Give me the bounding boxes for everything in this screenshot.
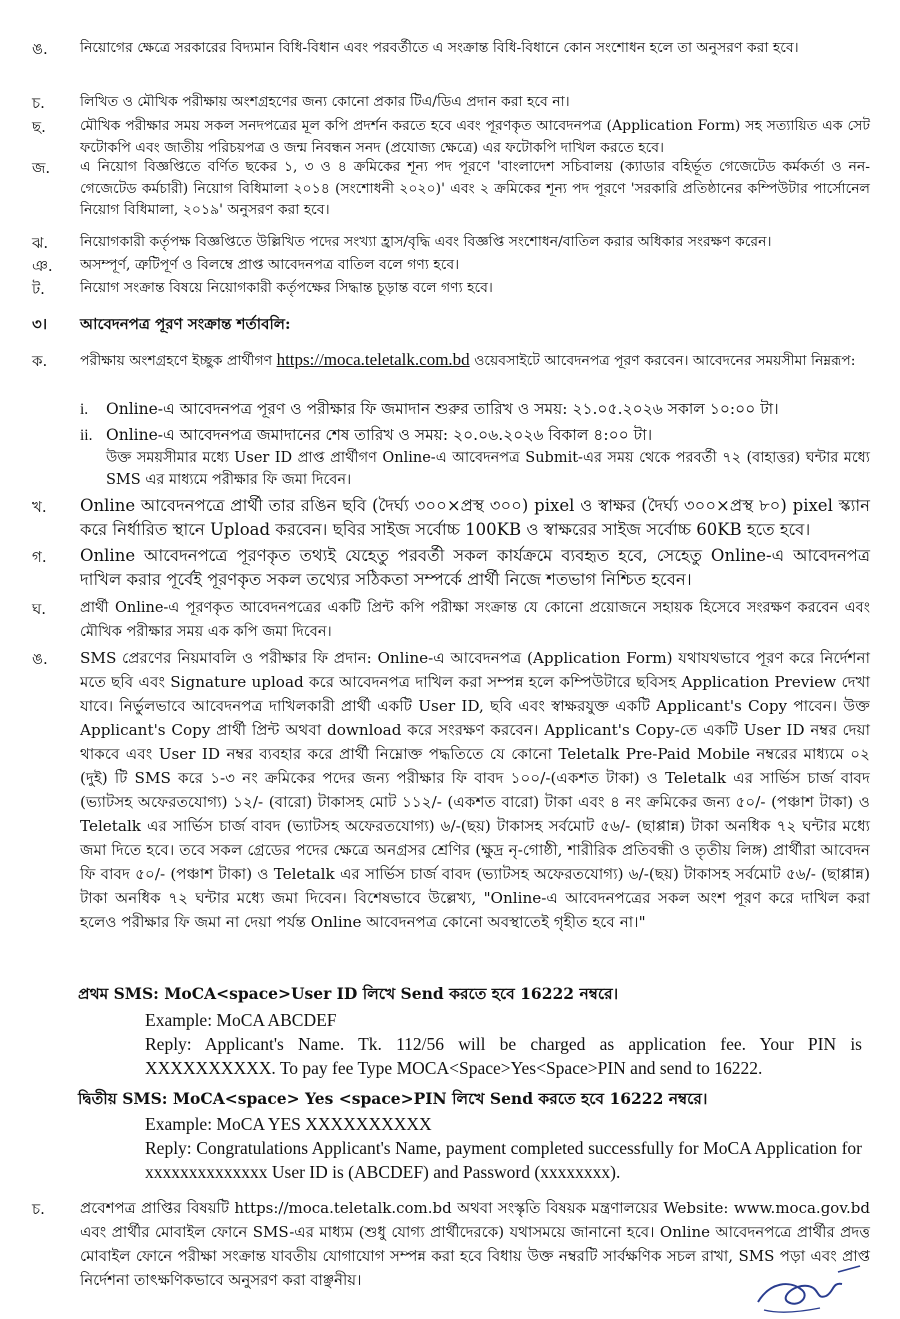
sms1-heading: প্রথম SMS: MoCA<space>User ID লিখে Send করতে হবে 16222 নম্বরে। [78,984,619,1003]
admit-card-text: প্রবেশপত্র প্রাপ্তির বিষয়টি https://moca.teletalk.com.bd অথবা সংস্কৃতি বিষয়ক মন্ত্রণালয়ের Website: www.moca.gov.bd এবং প্রার্থীর মোবাইল ফোনে SMS-এর মাধ্যম (শুধু যোগ্য প্রার্থীদেরকে) যথাসময়ে জানানো হবে। Online আবেদনপত্রে প্রার্থীর প্রদত্ত মোবাইল ফোনে পরীক্ষা সংক্রান্ত যাবতীয় যোগাযোগ সম্পন্ন করা হবে বিধায় উক্ত নম্বরটি সার্বক্ষণিক সচল রাখা, SMS পড়া এবং প্রাপ্ত নির্দেশনা তাৎক্ষণিকভাবে অনুসরণ করা বাঞ্ছনীয়। [80,1199,870,1289]
section-number: ৩। [32,315,48,333]
ka-text-after: ওয়েবসাইটে আবেদনপত্র পূরণ করবেন। আবেদনের সময়সীমা নিম্নরূপ: [469,353,856,369]
sms1-example: Example: MoCA ABCDEF [145,1010,337,1030]
item-text: লিখিত ও মৌখিক পরীক্ষায় অংশগ্রহণের জন্য কোনো প্রকার টিএ/ডিএ প্রদান করা হবে না। [80,94,570,110]
item-text: অসম্পূর্ণ, ত্রুটিপূর্ণ ও বিলম্বে প্রাপ্ত আবেদনপত্র বাতিল বলে গণ্য হবে। [80,257,460,273]
sub-text: Online-এ আবেদনপত্র জমাদানের শেষ তারিখ ও সময়: ২০.০৬.২০২৬ বিকাল ৪:০০ টা। [106,426,653,444]
item-text: নিয়োগের ক্ষেত্রে সরকারের বিদ্যমান বিধি-বিধান এবং পরবর্তীতে এ সংক্রান্ত বিধি-বিধানে কোন সংশোধন হলে তা অনুসরণ করা হবে। [80,40,799,56]
item-label: ঝ. [32,234,49,252]
item-text: নিয়োগ সংক্রান্ত বিষয়ে নিয়োগকারী কর্তৃপক্ষের সিদ্ধান্ত চূড়ান্ত বলে গণ্য হবে। [80,280,493,296]
item-label: ঘ. [32,600,47,618]
item-text: নিয়োগকারী কর্তৃপক্ষ বিজ্ঞপ্তিতে উল্লিখিত পদের সংখ্যা হ্রাস/বৃদ্ধি এবং বিজ্ঞপ্তি সংশোধন/বাতিল করার অধিকার সংরক্ষণ করেন। [80,234,772,250]
sub-text: Online-এ আবেদনপত্র পূরণ ও পরীক্ষার ফি জমাদান শুরুর তারিখ ও সময়: ২১.০৫.২০২৬ সকাল ১০:০০ টা। [106,400,779,418]
teletalk-link[interactable]: https://moca.teletalk.com.bd [276,350,470,369]
sms2-example: Example: MoCA YES XXXXXXXXXX [145,1114,432,1134]
section-title: আবেদনপত্র পূরণ সংক্রান্ত শর্তাবলি: [80,315,291,333]
item-label: খ. [32,498,47,516]
item-label: চ. [32,94,45,112]
item-label: চ. [32,1200,45,1218]
section-heading [32,313,291,338]
item-label: গ. [32,548,47,566]
item-label: ছ. [32,118,46,136]
item-text: Online আবেদনপত্রে প্রার্থী তার রঙিন ছবি (দৈর্ঘ্য ৩০০×প্রস্থ ৩০০) pixel ও স্বাক্ষর (দৈর্ঘ্য ৩০০×প্রস্থ ৮০) pixel স্ক্যান করে নির্ধারিত স্থানে Upload করবেন। ছবির সাইজ সর্বোচ্চ 100KB ও স্বাক্ষরের সাইজ সর্বোচ্চ 60KB হতে হবে। [80,496,870,539]
sms2-heading: দ্বিতীয় SMS: MoCA<space> Yes <space>PIN লিখে Send করতে হবে 16222 নম্বরে। [78,1089,708,1108]
item-label: ঙ. [32,650,48,668]
deadline-start [80,398,779,421]
item-text: মৌখিক পরীক্ষার সময় সকল সনদপত্রের মূল কপি প্রদর্শন করতে হবে এবং পূরণকৃত আবেদনপত্র (Application Form) সহ সত্যায়িত এক সেট ফটোকপি এবং জাতীয় পরিচয়পত্র ও জন্ম নিবন্ধন সনদ (প্রযোজ্য ক্ষেত্রে) এর ফটোকপি দাখিল করতে হবে। [80,118,870,156]
deadline-note: উক্ত সময়সীমার মধ্যে User ID প্রাপ্ত প্রার্থীগণ Online-এ আবেদনপত্র Submit-এর সময় থেকে পরবর্তী ৭২ (বাহাত্তর) ঘন্টার মধ্যে SMS এর মাধ্যমে পরীক্ষার ফি জমা দিবেন। [106,450,870,488]
sms-rules-text: SMS প্রেরণের নিয়মাবলি ও পরীক্ষার ফি প্রদান: Online-এ আবেদনপত্র (Application Form) যথাযথভাবে পূরণ করে নির্দেশনা মতে ছবি এবং Signature upload করে আবেদনপত্র দাখিল করা সম্পন্ন হলে কম্পিউটারে ছবিসহ Application Preview দেখা যাবে। নির্ভুলভাবে আবেদনপত্র দাখিলকারী প্রার্থী একটি User ID, ছবি এবং স্বাক্ষরযুক্ত একটি Applicant's Copy পাবেন। উক্ত Applicant's Copy প্রার্থী প্রিন্ট অথবা download করে সংরক্ষণ করবেন। Applicant's Copy-তে একটি User ID নম্বর দেয়া থাকবে এবং User ID নম্বর ব্যবহার করে প্রার্থী নিম্নোক্ত পদ্ধতিতে যে কোনো Teletalk Pre-Paid Mobile নম্বরের মাধ্যমে ০২ (দুই) টি SMS করে ১-৩ নং ক্রমিকের পদের জন্য পরীক্ষার ফি বাবদ ১০০/-(একশত টাকা) ও Teletalk এর সার্ভিস চার্জ বাবদ (ভ্যাটসহ অফেরতযোগ্য) ১২/- (বারো) টাকাসহ মোট ১১২/- (একশত বারো) টাকা এবং ৪ নং ক্রমিকের জন্য ৫০/- (পঞ্চাশ টাকা) ও Teletalk এর সার্ভিস চার্জ বাবদ (ভ্যাটসহ অফেরতযোগ্য) ৬/-(ছয়) টাকাসহ সর্বমোট ৫৬/- (ছাপ্পান্ন) টাকা অনধিক ৭২ ঘন্টার মধ্যে জমা দিতে হবে। তবে সকল গ্রেডের পদের ক্ষেত্রে অনগ্রসর শ্রেণির (ক্ষুদ্র নৃ-গোষ্ঠী, শারীরিক প্রতিবন্ধী ও তৃতীয় লিঙ্গ) প্রার্থীরা আবেদন ফি বাবদ ৫০/- (পঞ্চাশ টাকা) ও Teletalk এর সার্ভিস চার্জ বাবদ (ভ্যাটসহ অফেরতযোগ্য) ৬/-(ছয়) টাকাসহ সর্বমোট ৫৬/- (ছাপ্পান্ন) টাকা অনধিক ৭২ ঘন্টার মধ্যে জমা দিবেন। বিশেষভাবে উল্লেখ্য, "Online-এ আবেদনপত্রের সকল অংশ পূরণ করে দাখিল করা হলেও পরীক্ষার ফি জমা না দেয়া পর্যন্ত Online আবেদনপত্র কোনো অবস্থাতেই গৃহীত হবে না।" [80,649,870,931]
deadline-end [80,424,652,447]
sms1-reply: Reply: Applicant's Name. Tk. 112/56 will be charged as application fee. Your PIN is XXXXXXXXXX. To pay fee Type MOCA<Space>Yes<Space>PIN and send to 16222. [145,1034,862,1078]
item-label: জ. [32,159,51,177]
item-text: Online আবেদনপত্রে পূরণকৃত তথ্যই যেহেতু পরবর্তী সকল কার্যক্রমে ব্যবহৃত হবে, সেহেতু Online-এ আবেদনপত্র দাখিল করার পূর্বেই পূরণকৃত সকল তথ্যের সঠিকতা সম্পর্কে প্রার্থী নিজে শতভাগ নিশ্চিত হবেন। [80,546,870,589]
ka-text-before: পরীক্ষায় অংশগ্রহণে ইচ্ছুক প্রার্থীগণ [80,353,277,369]
item-ka-text [80,348,870,373]
item-label-uma-1: ঙ. [32,40,48,58]
sms2-reply: Reply: Congratulations Applicant's Name, payment completed successfully for MoCA Application for xxxxxxxxxxxxxx User ID is (ABCDEF) and Password (xxxxxxxx). [145,1138,862,1182]
item-label: ঞ. [32,257,53,275]
item-label: ট. [32,280,45,298]
sub-label: i. [80,401,89,418]
item-text: এ নিয়োগ বিজ্ঞপ্তিতে বর্ণিত ছকের ১, ৩ ও ৪ ক্রমিকের শূন্য পদ পূরণে 'বাংলাদেশ সচিবালয় (ক্যাডার বহির্ভূত গেজেটেড কর্মকর্তা ও নন-গেজেটেড কর্মচারী) নিয়োগ বিধিমালা ২০১৪ (সংশোধনী ২০২০)' এবং ২ ক্রমিকের শূন্য পদ পূরণে 'সরকারি প্রতিষ্ঠানের কম্পিউটার পার্সোনেল নিয়োগ বিধিমালা, ২০১৯' অনুসরণ করা হবে। [80,159,870,218]
item-text: প্রার্থী Online-এ পূরণকৃত আবেদনপত্রের একটি প্রিন্ট কপি পরীক্ষা সংক্রান্ত যে কোনো প্রয়োজনে সহায়ক হিসেবে সংরক্ষণ করবেন এবং মৌখিক পরীক্ষার সময় এক কপি জমা দিবেন। [80,600,870,640]
signature-icon [750,1262,870,1318]
item-label: ক. [32,352,48,370]
sub-label: ii. [80,427,93,444]
